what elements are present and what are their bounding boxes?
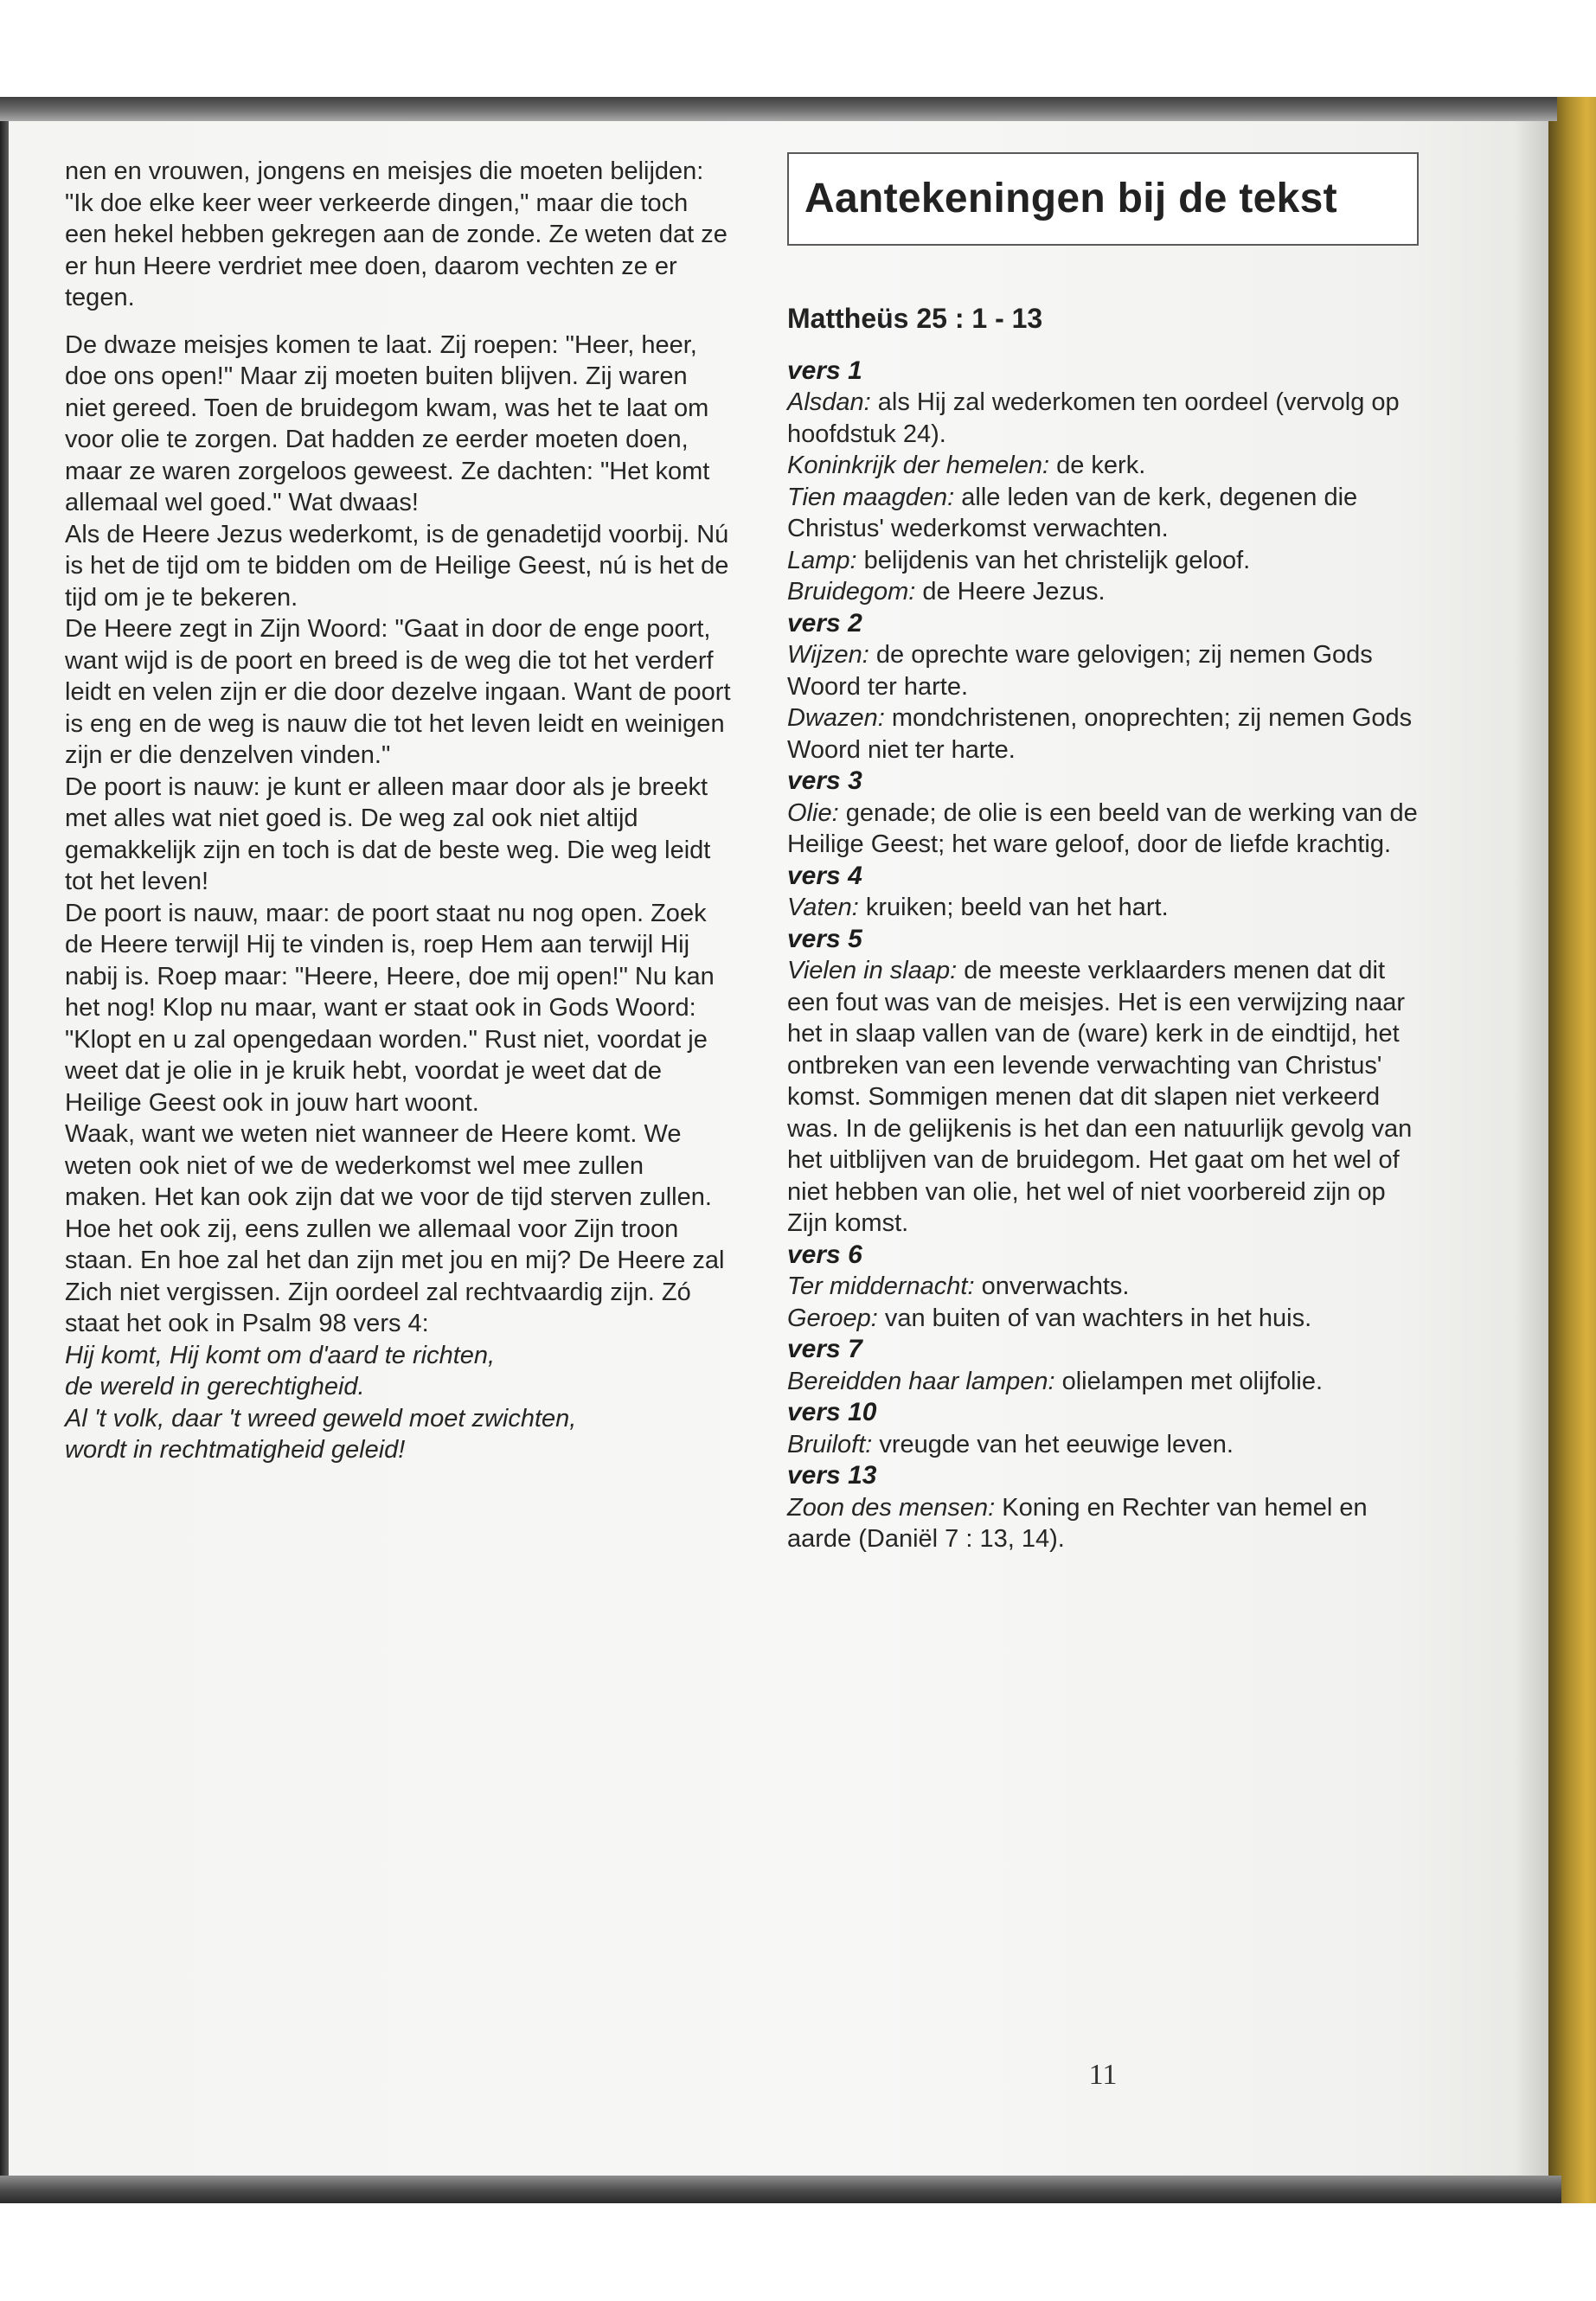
note-term: Koninkrijk der hemelen: <box>787 452 1050 479</box>
verse-label: vers 7 <box>787 1335 862 1363</box>
note-text: van buiten of van wachters in het huis. <box>877 1304 1312 1332</box>
note-entry <box>787 576 1427 608</box>
page-bottom-edge <box>0 2176 1561 2203</box>
paragraph: De dwaze meisjes komen te laat. Zij roepen: "Heer, heer, doe ons open!" Maar zij moeten buiten blijven. Zij waren niet gereed. Toen de bruidegom kwam, was het te laat om voor olie te zorgen. Dat hadden ze eerder moeten doen, maar ze waren zorgeloos geweest. Ze dachten: "Het komt allemaal wel goed." Wat dwaas! <box>65 330 710 516</box>
notes-column <box>787 303 1427 1555</box>
notes-heading-box <box>787 152 1419 246</box>
bible-reference: Mattheüs 25 : 1 - 13 <box>787 303 1043 334</box>
poem-line: Hij komt, Hij komt om d'aard te richten, <box>65 1341 496 1369</box>
note-text: vreugde van het eeuwige leven. <box>872 1430 1234 1458</box>
note-text: kruiken; beeld van het hart. <box>858 894 1169 921</box>
note-term: Bereidden haar lampen: <box>787 1367 1055 1395</box>
note-term: Vielen in slaap: <box>787 957 958 984</box>
note-text: olielampen met olijfolie. <box>1054 1367 1324 1395</box>
verse-label: vers 13 <box>787 1461 877 1490</box>
verse-label: vers 5 <box>787 924 862 953</box>
note-term: Dwazen: <box>787 704 885 732</box>
note-text: mondchristenen, onoprechten; zij nemen Gods Woord niet ter harte. <box>787 704 1413 764</box>
poem-line: wordt in rechtmatigheid geleid! <box>65 1436 406 1464</box>
paragraph: De Heere zegt in Zijn Woord: "Gaat in door de enge poort, want wijd is de poort en breed is de weg die tot het verderf leidt en velen zijn er die door dezelve ingaan. Want de poort is eng en de weg is nauw die tot het leven leidt en weinigen zijn er die denzelven vinden." <box>65 615 731 769</box>
verse-label: vers 4 <box>787 861 862 890</box>
note-entry <box>787 1366 1427 1398</box>
note-text: alle leden van de kerk, degenen die Christus' wederkomst verwachten. <box>787 483 1358 542</box>
note-term: Wijzen: <box>787 641 869 669</box>
paragraph: Als de Heere Jezus wederkomt, is de genadetijd voorbij. Nú is het de tijd om te bidden om de Heilige Geest, nú is het de tijd om je te bekeren. <box>65 520 729 612</box>
verse-label: vers 6 <box>787 1240 862 1269</box>
psalm-quote <box>65 1340 731 1466</box>
note-text: de meeste verklaarders menen dat dit een fout was van de meisjes. Het is een verwijzing naar het in slaap vallen van de (ware) kerk in de eindtijd, het ontbreken van een levende verwachting van Christus' komst. Sommigen menen dat dit slapen niet verkeerd was. In de gelijkenis is het dan een natuurlijk gevolg van het uitblijven van de bruidegom. Het gaat om het wel of niet hebben van olie, het wel of niet voorbereid zijn op Zijn komst. <box>787 957 1413 1237</box>
verse-label: vers 10 <box>787 1398 877 1426</box>
note-term: Olie: <box>787 798 839 827</box>
note-text: de kerk. <box>1049 452 1146 479</box>
note-text: onverwachts. <box>974 1272 1130 1300</box>
note-entry <box>787 387 1427 450</box>
poem-line: Al 't volk, daar 't wreed geweld moet zwichten, <box>65 1404 577 1433</box>
verse-label: vers 2 <box>787 608 862 638</box>
note-term: Zoon des mensen: <box>787 1493 996 1522</box>
note-entry <box>787 482 1427 545</box>
paragraph: Waak, want we weten niet wanneer de Heere komt. We weten ook niet of we de wederkomst wel mee zullen maken. Het kan ook zijn dat we voor de tijd sterven zullen. Hoe het ook zij, eens zullen we allemaal voor Zijn troon staan. En hoe zal het dan zijn met jou en mij? De Heere zal Zich niet vergissen. Zijn oordeel zal rechtvaardig zijn. Zó staat het ook in Psalm 98 vers 4: <box>65 1120 725 1337</box>
note-entry <box>787 955 1427 1240</box>
note-term: Alsdan: <box>787 388 871 416</box>
note-entry <box>787 1429 1427 1461</box>
note-text: de oprechte ware gelovigen; zij nemen Gods Woord ter harte. <box>787 641 1373 701</box>
note-text: de Heere Jezus. <box>915 578 1106 606</box>
note-term: Vaten: <box>787 894 859 921</box>
note-entry <box>787 1492 1427 1555</box>
page-number: 11 <box>1088 2059 1118 2091</box>
note-term: Bruiloft: <box>787 1430 873 1458</box>
verse-notes <box>787 356 1427 1555</box>
note-entry <box>787 892 1427 924</box>
paragraph: De poort is nauw: je kunt er alleen maar door als je breekt met alles wat niet goed is. De weg zal ook niet altijd gemakkelijk zijn en toch is dat de beste weg. Die weg leidt tot het leven! <box>65 772 711 895</box>
note-term: Tien maagden: <box>787 483 955 511</box>
note-text: Koning en Rechter van hemel en aarde (Daniël 7 : 13, 14). <box>787 1493 1368 1553</box>
note-entry <box>787 702 1427 766</box>
note-text: genade; de olie is een beeld van de werking van de Heilige Geest; het ware geloof, door de liefde krachtig. <box>787 798 1418 858</box>
cover-right-rim <box>1548 97 1596 2203</box>
note-text: belijdenis van het christelijk geloof. <box>856 546 1251 574</box>
note-entry <box>787 450 1427 482</box>
note-entry <box>787 1303 1427 1335</box>
paragraph: nen en vrouwen, jongens en meisjes die moeten belijden: "Ik doe elke keer weer verkeerde dingen," maar die toch een hekel hebben gekregen aan de zonde. Ze weten dat ze er hun Heere verdriet mee doen, daarom vechten ze er tegen. <box>65 157 727 311</box>
note-term: Geroep: <box>787 1304 878 1332</box>
note-entry <box>787 639 1427 702</box>
note-term: Lamp: <box>787 546 857 574</box>
notes-heading: Aantekeningen bij de tekst <box>804 176 1337 221</box>
verse-label: vers 3 <box>787 766 862 795</box>
page-top-edge <box>0 97 1557 121</box>
left-text-column <box>65 156 731 1466</box>
note-text: als Hij zal wederkomen ten oordeel (vervolg op hoofdstuk 24). <box>787 388 1400 448</box>
verse-label: vers 1 <box>787 356 862 385</box>
note-term: Bruidegom: <box>787 578 916 606</box>
note-entry <box>787 798 1427 861</box>
paragraph: De poort is nauw, maar: de poort staat nu nog open. Zoek de Heere terwijl Hij te vinden is, roep Hem aan terwijl Hij nabij is. Roep maar: "Heere, Heere, doe mij open!" Nu kan het nog! Klop nu maar, want er staat ook in Gods Woord: "Klopt en u zal opengedaan worden." Rust niet, voordat je weet dat je olie in je kruik hebt, voordat je weet dat de Heilige Geest ook in jouw hart woont. <box>65 899 715 1117</box>
page-gutter-shadow <box>1514 119 1548 2176</box>
note-entry <box>787 545 1427 577</box>
note-term: Ter middernacht: <box>787 1272 975 1300</box>
note-entry <box>787 1271 1427 1303</box>
poem-line: de wereld in gerechtigheid. <box>65 1373 365 1400</box>
